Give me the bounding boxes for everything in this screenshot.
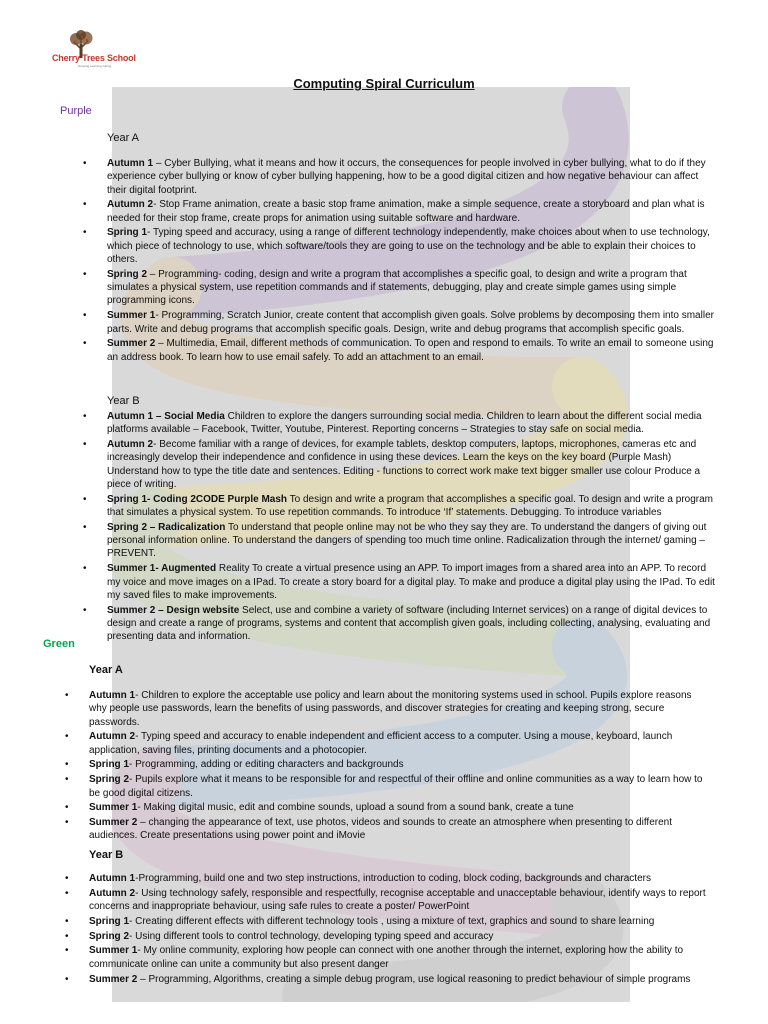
term-label: Autumn 2	[89, 887, 136, 899]
curriculum-item	[107, 268, 717, 308]
curriculum-item	[89, 872, 719, 885]
curriculum-item	[89, 758, 709, 771]
curriculum-item	[89, 816, 709, 843]
term-description: Select, use and combine a variety of software (including Internet services) on a range of digital devices to design and create a range of programs, systems and content that accomplish given goals, including collecting, analysing, evaluating and presenting data and information.	[107, 604, 711, 643]
term-description: – Programming- coding, design and write a program that accomplishes a specific goal, to design and write a program that simulates a physical system, use repetition commands and if statements, debugging, play and create simple games using simple programming icons.	[107, 268, 687, 307]
term-label: Spring 1	[107, 227, 148, 239]
term-label: Autumn 1	[107, 158, 154, 169]
term-label: Spring 2 – Radicalization	[107, 521, 226, 533]
term-label: Summer 1	[89, 802, 138, 814]
term-label: Autumn 2	[107, 199, 154, 211]
term-label: Autumn 1 – Social Media	[107, 411, 225, 422]
curriculum-item	[89, 730, 709, 757]
term-label: Spring 1- Coding 2CODE Purple Mash	[107, 493, 288, 505]
term-description: - Programming, Scratch Junior, create content that accomplish given goals. Solve problems by decomposing them into smaller parts. Write and debug programs that accomplish specific goals. Design, write and debug programs that accomplish specific goals.	[107, 310, 714, 335]
term-description: - Making digital music, edit and combine sounds, upload a sound from a sound bank, create a tune	[137, 802, 574, 814]
curriculum-item	[107, 309, 717, 336]
term-description: – Multimedia, Email, different methods of communication. To open and respond to emails. To write an email to someone using an address book. To learn how to use email safely. To add an attachment to an email.	[107, 338, 714, 363]
term-description: – Cyber Bullying, what it means and how it occurs, the consequences for people involved in cyber bullying, what to do if they experience cyber bullying or know of cyber bullying happening, how to be a good digital citizen and how negative behaviour can affect their digital footprint.	[107, 158, 706, 196]
curriculum-item	[89, 801, 709, 814]
term-description: To understand that people online may not be who they say they are. To understand the dangers of giving out personal information online. To understand the dangers of spending too much time online. Radicalization through the internet/ gaming – PREVENT.	[107, 521, 707, 560]
term-description: - Creating different effects with different technology tools , using a mixture of text, graphics and sound to share learning	[129, 915, 655, 927]
purple-year-b-list	[107, 410, 717, 645]
term-description: - Typing speed and accuracy, using a range of different technology independently, make choices about when to use technology, which piece of technology to use, which software/tools they are going to use on the technology and be able to explain their choices to others.	[107, 227, 710, 266]
term-label: Summer 1	[107, 310, 156, 322]
term-label: Summer 2	[89, 973, 138, 985]
term-description: - Stop Frame animation, create a basic stop frame animation, make a simple sequence, create a storyboard and plan what is needed for their stop frame, create props for animation using suitable software and hardware.	[107, 199, 705, 224]
curriculum-item	[107, 337, 717, 364]
green-year-a-list	[89, 689, 709, 844]
term-label: Spring 2	[89, 774, 130, 786]
term-label: Summer 2	[89, 817, 138, 829]
term-label: Spring 2	[107, 268, 148, 280]
term-description: - My online community, exploring how people can connect with one another through the internet, exploring how the ability to communicate online can unite a community but also present danger	[89, 945, 684, 970]
year-heading: Year B	[89, 849, 124, 861]
term-description: - Using technology safely, responsible and respectfully, recognise acceptable and unacceptable behaviour, identify ways to report concerns and inappropriate behaviour, using safe rules to create a poster/ PowerPoint	[89, 887, 706, 913]
curriculum-item	[107, 493, 717, 520]
section-label-green: Green	[43, 638, 75, 650]
term-label: Spring 2	[89, 930, 130, 942]
term-label: Autumn 2	[89, 731, 136, 743]
term-label: Autumn 1	[89, 873, 136, 884]
term-description: -Programming, build one and two step instructions, introduction to coding, block coding, backgrounds and characters	[135, 873, 651, 884]
purple-year-a-list	[107, 157, 717, 365]
year-heading: Year B	[107, 395, 140, 407]
term-description: - Using different tools to control technology, developing typing speed and accuracy	[129, 930, 494, 942]
curriculum-item	[89, 689, 709, 729]
term-label: Autumn 1	[89, 690, 136, 701]
curriculum-item	[89, 773, 709, 800]
term-description: Reality To create a virtual presence using an APP. To import images from a shared area into an APP. To record my voice and move images on a IPad. To create a story board for a digital play. To make and produce a digital play using the IPad. To edit my saved files to make improvements.	[107, 563, 715, 601]
green-year-b-list	[89, 872, 719, 987]
curriculum-item	[89, 915, 719, 928]
curriculum-item	[89, 930, 719, 943]
year-heading: Year A	[89, 664, 123, 676]
term-label: Summer 2	[107, 338, 156, 350]
term-label: Spring 1	[89, 759, 130, 771]
curriculum-item	[107, 562, 717, 602]
term-label: Summer 1	[89, 945, 138, 957]
term-label: Summer 2 – Design website	[107, 604, 240, 616]
term-label: Summer 1- Augmented	[107, 563, 217, 575]
term-description: - Pupils explore what it means to be responsible for and respectful of their offline and online communities as a way to learn how to be good digital citizens.	[89, 774, 703, 799]
curriculum-item	[89, 944, 719, 971]
curriculum-item	[107, 157, 717, 197]
curriculum-item	[89, 887, 719, 914]
curriculum-item	[89, 973, 719, 986]
term-description: - Programming, adding or editing characters and backgrounds	[129, 759, 404, 771]
term-description: – Programming, Algorithms, creating a simple debug program, use logical reasoning to predict behaviour of simple programs	[137, 973, 691, 985]
term-description: - Become familiar with a range of devices, for example tablets, desktop computers, laptops, microphones, cameras etc and increasingly develop their independence and confidence in using these devices. Learn the keys on the key board (Purple Mash) Understand how to type the title date and sentences. Editing - functions to correct work make text bigger smaller use colour Produce a piece of writing.	[107, 439, 701, 490]
school-tagline: Growing Learning Caring	[78, 64, 112, 68]
section-label-purple: Purple	[60, 105, 92, 117]
term-description: – changing the appearance of text, use photos, videos and sounds to create an atmosphere when presenting to different audiences. Create presentations using power point and iMovie	[89, 817, 672, 842]
curriculum-item	[107, 438, 717, 491]
term-label: Spring 1	[89, 915, 130, 927]
term-label: Autumn 2	[107, 439, 154, 451]
school-logo	[52, 30, 136, 70]
curriculum-item	[107, 521, 717, 561]
year-heading: Year A	[107, 132, 140, 144]
page-title: Computing Spiral Curriculum	[293, 76, 475, 91]
curriculum-item	[107, 604, 717, 644]
curriculum-item	[107, 198, 717, 225]
curriculum-item	[107, 226, 717, 266]
term-description: Children to explore the dangers surrounding social media. Children to learn about the different social media platforms available – Facebook, Twitter, Youtube, Pinterest. Reporting concerns – Strategies to stay safe on social media.	[107, 411, 702, 436]
term-description: - Typing speed and accuracy to enable independent and efficient access to a computer. Using a mouse, keyboard, launch application, saving files, printing documents and a photocopier.	[89, 731, 673, 756]
curriculum-item	[107, 410, 717, 437]
term-description: - Children to explore the acceptable use policy and learn about the monitoring systems used in school. Pupils explore reasons why people use passwords, learn the benefits of using passwords, and discover strategies for creating and keeping strong, secure passwords.	[89, 690, 692, 728]
term-description: To design and write a program that accomplishes a specific goal. To design and write a program that simulates a physical system. To use repetition commands. To introduce ‘If’ statements. Debugging. To introduce variables	[107, 493, 713, 519]
school-name: Cherry Trees School	[52, 53, 136, 63]
